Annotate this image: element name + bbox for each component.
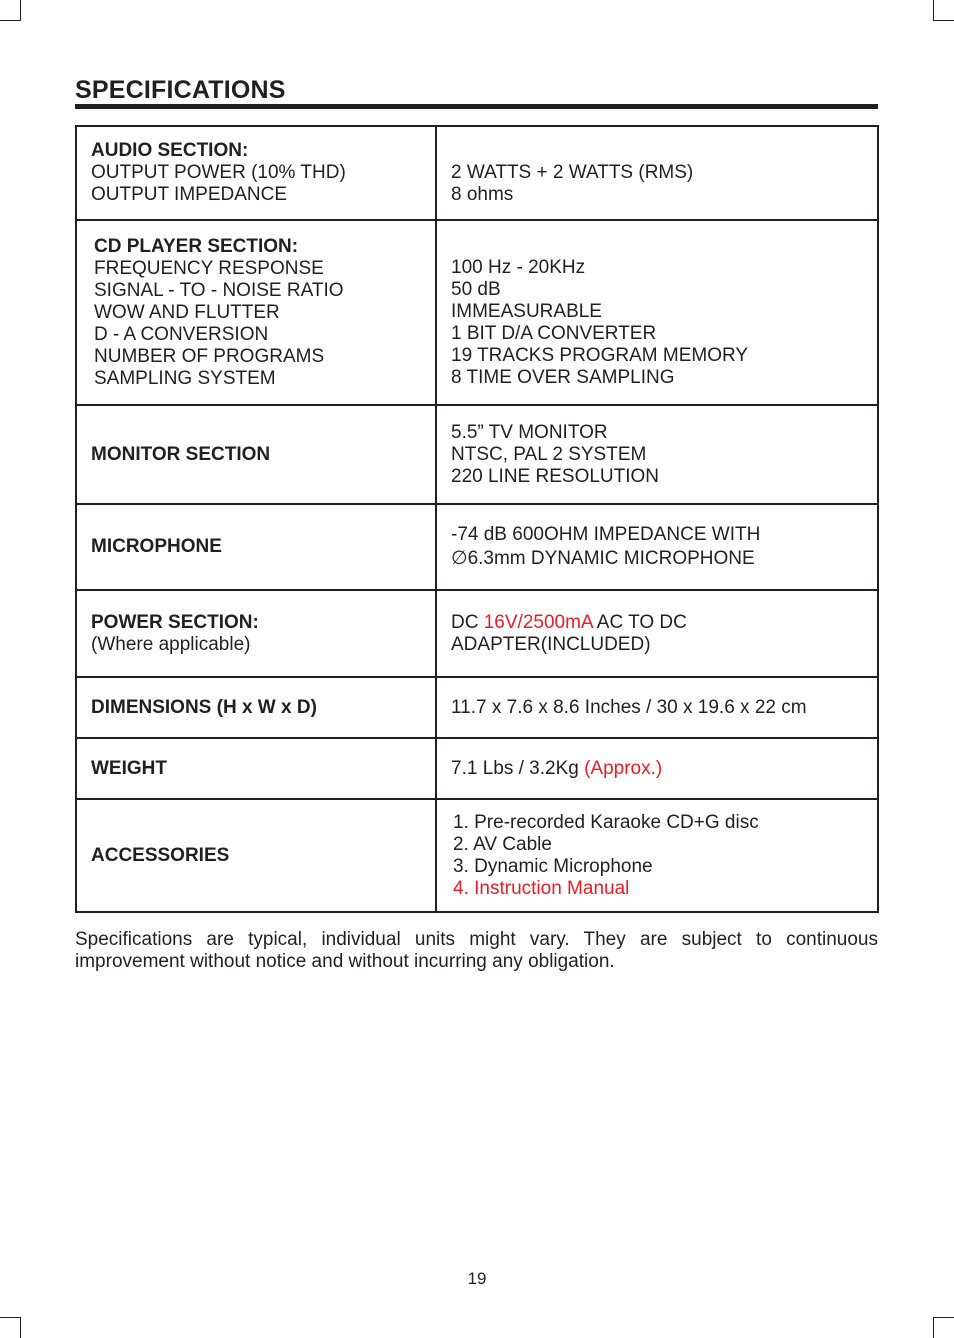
- crop-mark: [0, 20, 21, 21]
- audio-label-cell: [76, 126, 436, 220]
- accessories-value-cell: [436, 799, 878, 912]
- cd-label: D - A CONVERSION: [94, 323, 269, 345]
- table-row: [76, 504, 878, 590]
- crop-mark: [20, 0, 21, 21]
- crop-mark: [933, 1317, 954, 1318]
- table-row: [76, 738, 878, 799]
- cd-value: IMMEASURABLE: [451, 301, 602, 322]
- dimensions-heading: DIMENSIONS (H x W x D): [91, 696, 317, 718]
- cd-value: 50 dB: [451, 279, 501, 300]
- accessories-heading: ACCESSORIES: [91, 844, 230, 866]
- weight-amount: 7.1 Lbs / 3.2Kg: [451, 757, 585, 779]
- microphone-label-cell: [76, 504, 436, 590]
- table-row: [76, 677, 878, 738]
- crop-mark: [20, 1317, 21, 1338]
- weight-approx: (Approx.): [584, 757, 663, 779]
- list-item: 3. Dynamic Microphone: [453, 855, 653, 877]
- monitor-value: NTSC, PAL 2 SYSTEM: [451, 443, 647, 465]
- table-row: [76, 799, 878, 912]
- cd-value-cell: [436, 220, 878, 405]
- audio-label: OUTPUT IMPEDANCE: [91, 184, 288, 205]
- accessories-list: [453, 812, 877, 900]
- table-row: [76, 126, 878, 220]
- cd-heading: CD PLAYER SECTION:: [94, 235, 299, 257]
- diameter-symbol: ∅: [451, 548, 468, 569]
- microphone-size: 6.3mm DYNAMIC MICROPHONE: [467, 548, 755, 569]
- list-item: 4. Instruction Manual: [453, 877, 630, 899]
- monitor-label-cell: [76, 405, 436, 504]
- page-title: SPECIFICATIONS: [75, 76, 286, 104]
- dimensions-value-cell: [436, 677, 878, 738]
- cd-label-cell: [76, 220, 436, 405]
- audio-label: OUTPUT POWER (10% THD): [91, 162, 346, 183]
- accessories-label-cell: [76, 799, 436, 912]
- audio-value: 2 WATTS + 2 WATTS (RMS): [451, 162, 694, 183]
- cd-label: SIGNAL - TO - NOISE RATIO: [94, 279, 344, 301]
- table-row: [76, 220, 878, 405]
- audio-value: 8 ohms: [451, 184, 514, 205]
- list-item: 2. AV Cable: [453, 833, 552, 855]
- weight-heading: WEIGHT: [91, 757, 167, 779]
- power-subheading: (Where applicable): [91, 633, 251, 655]
- dimensions-label-cell: [76, 677, 436, 738]
- microphone-heading: MICROPHONE: [91, 536, 222, 557]
- cd-value: 8 TIME OVER SAMPLING: [451, 367, 675, 388]
- cd-value: 19 TRACKS PROGRAM MEMORY: [451, 345, 749, 366]
- crop-mark: [933, 20, 954, 21]
- audio-heading: AUDIO SECTION:: [91, 140, 249, 161]
- cd-label: WOW AND FLUTTER: [94, 301, 280, 323]
- weight-value-cell: [436, 738, 878, 799]
- monitor-heading: MONITOR SECTION: [91, 443, 271, 465]
- dimensions-value: 11.7 x 7.6 x 8.6 Inches / 30 x 19.6 x 22 cm: [451, 696, 807, 718]
- cd-value: 100 Hz - 20KHz: [451, 257, 586, 278]
- specifications-table: [75, 125, 879, 913]
- microphone-value: -74 dB 600OHM IMPEDANCE WITH: [451, 524, 761, 545]
- crop-mark: [0, 1317, 21, 1318]
- cd-label: SAMPLING SYSTEM: [94, 367, 276, 389]
- page-number: 19: [467, 1269, 487, 1288]
- crop-mark: [933, 0, 934, 21]
- power-value: ADAPTER(INCLUDED): [451, 633, 651, 655]
- crop-mark: [933, 1317, 934, 1338]
- microphone-value-cell: [436, 504, 878, 590]
- weight-label-cell: [76, 738, 436, 799]
- power-suffix: AC TO DC: [592, 611, 687, 633]
- monitor-value: 5.5” TV MONITOR: [451, 421, 608, 443]
- weight-value: [451, 758, 877, 780]
- power-value: [451, 612, 877, 634]
- table-row: [76, 590, 878, 677]
- table-row: [76, 405, 878, 504]
- power-label-cell: [76, 590, 436, 677]
- cd-value: 1 BIT D/A CONVERTER: [451, 323, 657, 344]
- audio-value-cell: [436, 126, 878, 220]
- footnote: Specifications are typical, individual units might vary. They are subject to continuous improvement without notice and without incurring any obligation.: [75, 929, 878, 972]
- microphone-value: [451, 548, 877, 570]
- power-rating: 16V/2500mA: [483, 611, 593, 633]
- title-rule: [75, 104, 878, 109]
- list-item: 1. Pre-recorded Karaoke CD+G disc: [453, 811, 759, 833]
- power-heading: POWER SECTION:: [91, 611, 259, 633]
- cd-label: NUMBER OF PROGRAMS: [94, 345, 325, 367]
- cd-label: FREQUENCY RESPONSE: [94, 257, 324, 279]
- power-value-cell: [436, 590, 878, 677]
- power-prefix: DC: [451, 611, 484, 633]
- monitor-value-cell: [436, 405, 878, 504]
- monitor-value: 220 LINE RESOLUTION: [451, 465, 660, 487]
